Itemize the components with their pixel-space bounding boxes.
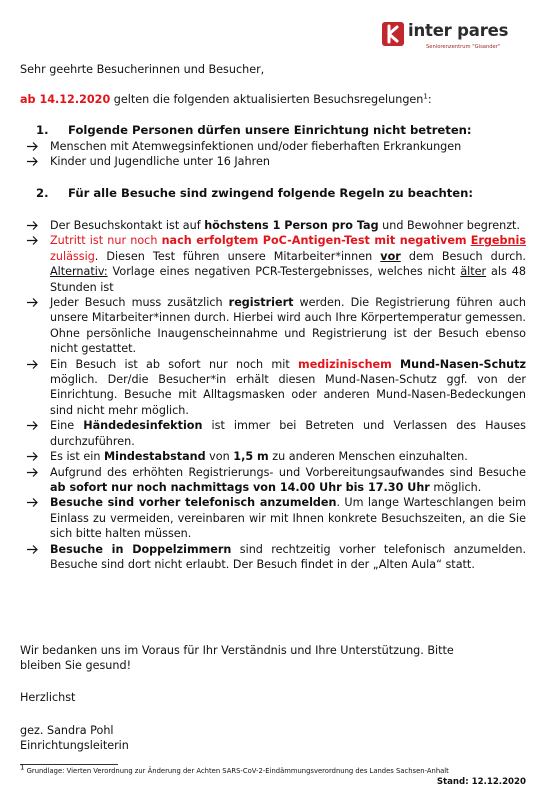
intro-line: ab 14.12.2020 gelten die folgenden aktualisierten Besuchsregelungen$^1$:: [20, 92, 432, 106]
rule-visit-limit: Der Besuchskontakt ist auf höchstens 1 Person pro Tag und Bewohner begrenzt.: [20, 218, 526, 233]
arrow-right-icon: [26, 357, 40, 372]
arrow-right-icon: [26, 495, 40, 510]
greeting: Sehr geehrte Besucherinnen und Besucher,: [20, 63, 265, 76]
arrow-right-icon: [26, 449, 40, 464]
rule-registration: Jeder Besuch muss zusätzlich registriert werden. Die Registrierung führen auch unsere Mitarbeiter*innen durch. Hierbei wird auch Ihre Körpertemperatur gemessen. Ohne persönliche Inaugenscheinnahme und Registrierung ist der Besuch ebenso nicht gestattet.: [20, 295, 526, 357]
signer-role: Einrichtungsleiterin: [20, 739, 129, 752]
footnote-separator: [20, 764, 118, 765]
arrow-right-icon: [26, 542, 40, 557]
logo: [378, 18, 528, 58]
logo-subtitle: Seniorenzentrum "Gisander": [426, 44, 501, 50]
arrow-right-icon: [26, 418, 40, 433]
rule-double-rooms: Besuche in Doppelzimmern sind rechtzeitig vorher telefonisch anzumelden. Besuche sind dort nicht erlaubt. Der Besuch findet in der „Alten Aula“ statt.: [20, 542, 526, 573]
logo-name: inter pares: [408, 21, 509, 40]
rule-hand-disinfection: Eine Händedesinfektion ist immer bei Betreten und Verlassen des Hauses durchzuführen.: [20, 418, 526, 449]
footnote: $^1$ Grundlage: Vierten Verordnung zur Änderung der Achten SARS-CoV-2-Eindämmungsverordnung des Landes Sachsen-Anhalt: [20, 763, 449, 775]
arrow-right-icon: [26, 139, 40, 154]
arrow-right-icon: [26, 295, 40, 310]
closing-line-1: Wir bedanken uns im Voraus für Ihr Verständnis und Ihre Unterstützung. Bitte: [20, 644, 454, 657]
document-date: Stand: 12.12.2020: [436, 777, 526, 787]
signature: gez. Sandra Pohl: [20, 724, 114, 737]
arrow-right-icon: [26, 465, 40, 480]
list-item: Kinder und Jugendliche unter 16 Jahren: [20, 154, 526, 169]
list-item: Menschen mit Atemwegsinfektionen und/oder fieberhaften Erkrankungen: [20, 139, 526, 154]
section-1-list: [20, 139, 526, 170]
closing-line-2: bleiben Sie gesund!: [20, 659, 132, 672]
rule-phone-registration: Besuche sind vorher telefonisch anzumelden. Um lange Warteschlangen beim Einlass zu vermeiden, vereinbaren wir mit Ihnen konkrete Besuchszeiten, an die Sie sich bitte halten müssen.: [20, 495, 526, 541]
section-2-list: [20, 218, 526, 572]
regards: Herzlichst: [20, 691, 76, 704]
rule-medical-mask: Ein Besuch ist ab sofort nur noch mit medizinischem Mund-Nasen-Schutz möglich. Der/die Besucher*in erhält diesen Mund-Nasen-Schutz ggf. von der Einrichtung. Besuche mit Alltagsmasken oder anderen Mund-Nasen-Bedeckungen sind nicht mehr möglich.: [20, 357, 526, 419]
effective-date: ab 14.12.2020: [20, 93, 111, 106]
rule-antigen-test: Zutritt ist nur noch nach erfolgtem PoC-Antigen-Test mit negativem Ergebnis zulässig. Diesen Test führen unsere Mitarbeiter*innen vor dem Besuch durch. Alternativ: Vorlage eines negativen PCR-Testergebnisses, welches nicht älter als 48 Stunden ist: [20, 233, 526, 295]
rule-distance: Es ist ein Mindestabstand von 1,5 m zu anderen Menschen einzuhalten.: [20, 449, 526, 464]
section-2-heading: 2. Für alle Besuche sind zwingend folgende Regeln zu beachten:: [36, 186, 474, 200]
arrow-right-icon: [26, 154, 40, 169]
section-1-heading: 1. Folgende Personen dürfen unsere Einrichtung nicht betreten:: [36, 123, 472, 137]
arrow-right-icon: [26, 233, 40, 248]
inter-pares-logo-icon: [382, 22, 404, 46]
footnote-reference: 1: [423, 92, 428, 101]
rule-visiting-hours: Aufgrund des erhöhten Registrierungs- und Vorbereitungsaufwandes sind Besuche ab sofort nur noch nachmittags von 14.00 Uhr bis 17.30 Uhr möglich.: [20, 465, 526, 496]
arrow-right-icon: [26, 218, 40, 233]
